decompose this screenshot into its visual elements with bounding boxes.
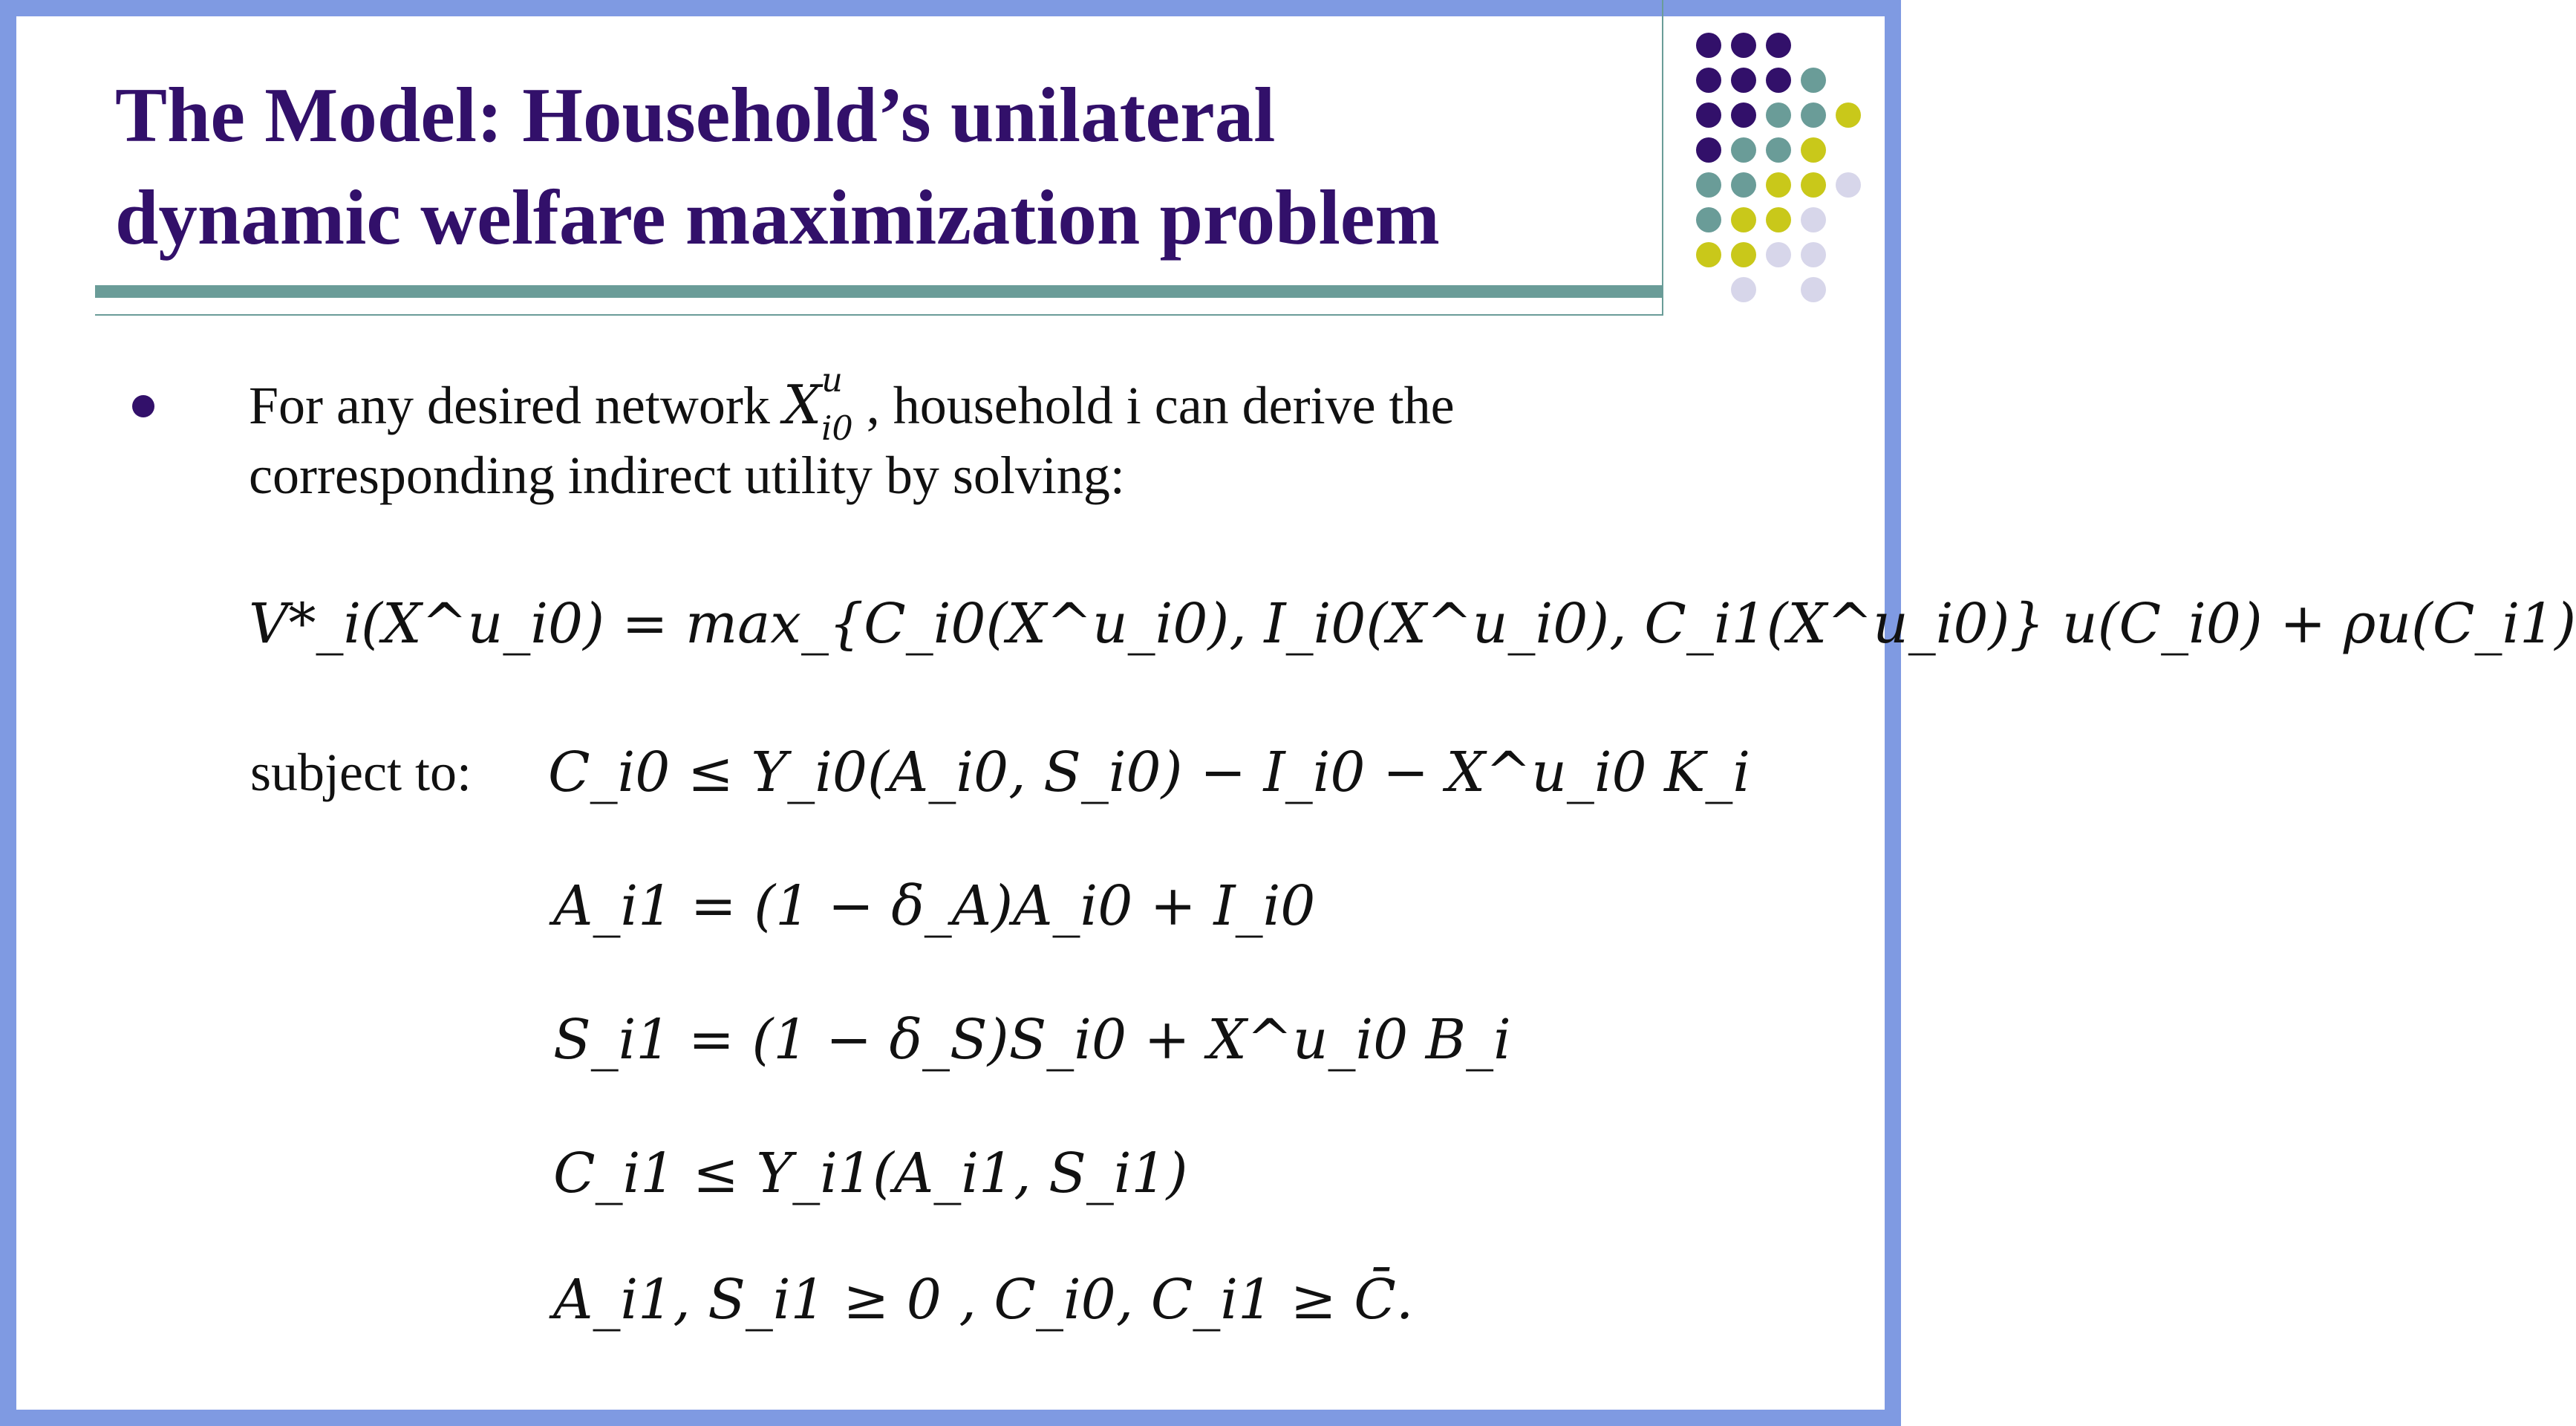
bullet-line-1 [249, 361, 1697, 448]
decorative-dot [1766, 102, 1791, 128]
constraint-1 [548, 735, 1750, 810]
decorative-dot [1801, 207, 1826, 232]
decorative-dot [1731, 172, 1756, 198]
constraint-3-text: S_i1 = (1 − δ_S)S_i0 + X^u_i0 B_i [553, 1008, 1511, 1072]
decorative-dot [1801, 68, 1826, 93]
value-function-equation [249, 587, 2576, 661]
constraint-1-text: C_i0 ≤ Y_i0(A_i0, S_i0) − I_i0 − X^u_i0 K_i [548, 740, 1751, 804]
decorative-dot [1731, 137, 1756, 163]
decorative-dot [1766, 242, 1791, 267]
decorative-dot-grid [1686, 25, 1879, 307]
decorative-dot [1801, 242, 1826, 267]
decorative-dot [1696, 172, 1721, 198]
decorative-dot [1731, 102, 1756, 128]
decorative-dot [1696, 207, 1721, 232]
bullet-line-2: corresponding indirect utility by solving: [249, 446, 1125, 505]
constraint-2-text: A_i1 = (1 − δ_A)A_i0 + I_i0 [553, 874, 1316, 938]
decorative-dot [1731, 277, 1756, 302]
decorative-dot [1766, 207, 1791, 232]
value-function-text: V*_i(X^u_i0) = max_{C_i0(X^u_i0), I_i0(X^u_i0), C_i1(X^u_i0)} u(C_i0) + ρu(C_i1) [249, 592, 2576, 656]
bullet-text-after-symbol: , household i can derive the [866, 376, 1455, 435]
bullet-marker [132, 395, 154, 417]
decorative-dot [1696, 137, 1721, 163]
decorative-dot [1766, 33, 1791, 58]
decorative-dot [1696, 68, 1721, 93]
decorative-dot [1696, 102, 1721, 128]
constraint-4-text: C_i1 ≤ Y_i1(A_i1, S_i1) [553, 1142, 1188, 1205]
decorative-dot [1731, 33, 1756, 58]
constraint-5-text: A_i1, S_i1 ≥ 0 , C_i0, C_i1 ≥ C̄. [553, 1268, 1414, 1332]
decorative-dot [1836, 172, 1861, 198]
decorative-dot [1801, 137, 1826, 163]
title-line-2: dynamic welfare maximization problem [115, 174, 1440, 261]
title-rule [95, 285, 1663, 298]
decorative-dot [1731, 207, 1756, 232]
decorative-dot [1836, 102, 1861, 128]
decorative-dot [1801, 277, 1826, 302]
decorative-dot [1766, 172, 1791, 198]
subject-to-label: subject to: [250, 743, 472, 802]
decorative-dot [1696, 33, 1721, 58]
constraint-2 [553, 869, 1315, 943]
decorative-dot [1766, 68, 1791, 93]
decorative-dot [1696, 242, 1721, 267]
decorative-dot [1766, 137, 1791, 163]
decorative-dot [1731, 68, 1756, 93]
bullet-text [249, 361, 1697, 510]
bullet-text-before-symbol: For any desired network [249, 376, 770, 435]
title-line-1: The Model: Household’s unilateral [115, 71, 1276, 158]
network-symbol: X u $_{i0}$ [783, 361, 853, 448]
constraint-5 [553, 1263, 1413, 1337]
decorative-dot [1801, 102, 1826, 128]
decorative-dot [1801, 172, 1826, 198]
constraint-3 [553, 1003, 1511, 1077]
decorative-dot [1731, 242, 1756, 267]
constraint-4 [553, 1136, 1187, 1211]
slide-title [115, 64, 1645, 269]
